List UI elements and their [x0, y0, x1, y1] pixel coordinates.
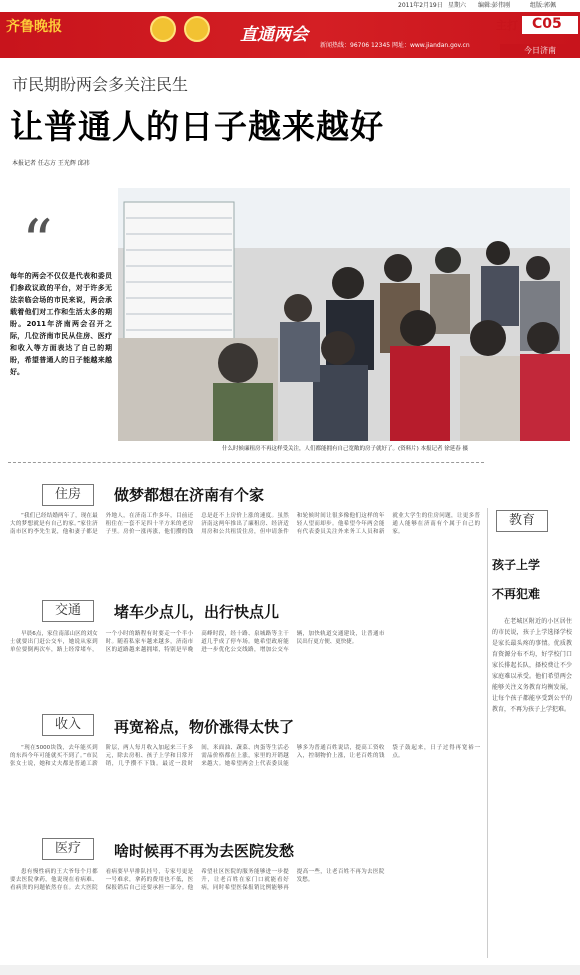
section-tab: 今日济南 [500, 44, 580, 57]
article-headline: 让普通人的日子越来越好 [10, 107, 384, 146]
article-lead: 每年的两会不仅仅是代表和委员们参政议政的平台，对于许多无法亲临会场的市民来说，两会承载着他们对工作和生活太多的期盼。2011年济南两会召开之际，几位济南市民从住房、医疗和收入等方面表达了自己的期盼，希望普通人的日子能越来越好。 [10, 272, 112, 376]
section-body-traffic [10, 630, 480, 702]
section-label-income: 收入 [42, 714, 94, 736]
section-label-traffic: 交通 [42, 600, 94, 622]
quote-mark-icon: “ [22, 207, 53, 277]
crowd-photo-illustration [118, 188, 570, 441]
section-body-medical [10, 868, 480, 958]
photo-caption: 什么时候廉租房不再这样受关注，人们都能拥有自己宽敞的房子就好了。(资料片) 本报记者 徐延春 摄 [222, 446, 469, 452]
page-bottom-margin [0, 965, 580, 975]
sidebar-text-education: 在老城区附近的小区居住的市民说，孩子上学选择学校是家长最头疼的事情。优质教育资源分布不均，好学校门口家长排起长队，择校费让不少家庭难以承受。他们希望两会能够关注义务教育均衡发展，让每个孩子都能享受到公平的教育，不再为孩子上学犯难。 [492, 618, 572, 713]
sidebar-body-education [492, 616, 572, 956]
newspaper-logo: 齐鲁晚报 [6, 19, 62, 35]
column-title: 直通两会 [240, 25, 308, 45]
section-title-medical: 啥时候再不再为去医院发愁 [114, 842, 295, 860]
masthead-info-bar [0, 0, 580, 12]
article-kicker: 市民期盼两会多关注民生 [12, 75, 189, 94]
article-byline: 本报记者 任志方 王光辉 邱祎 [12, 160, 90, 167]
sidebar-label-education: 教育 [496, 510, 548, 532]
sidebar-title-line2: 不再犯难 [492, 587, 541, 601]
issue-weekday: 星期六 [448, 2, 467, 9]
section-title-housing: 做梦都想在济南有个家 [114, 486, 265, 504]
section-text-housing: “我们已经结婚两年了，现在最大的梦想就是有自己的家。”家住济南市区的李先生说，他和妻子都是外地人，在济南工作多年，目前还租住在一套不足四十平方米的老房子里。房价一涨再涨，他们攒的钱总是赶不上房价上涨的速度。虽然济南这两年推出了廉租房、经济适用房和公共租赁住房，但申请条件和轮候时间让很多像他们这样的年轻人望而却步。他希望今年两会能有代表委员关注外来务工人员和新就业大学生的住房问题，让更多普通人能够在济南有个属于自己的家。 [10, 513, 480, 535]
edition-code: C05 [532, 16, 562, 32]
sidebar-title-line1: 孩子上学 [492, 558, 541, 572]
section-divider [8, 462, 484, 463]
section-label-medical: 医疗 [42, 838, 94, 860]
hotline-text: 新闻热线：96706 12345 网址：www.jiandan.gov.cn [320, 42, 470, 49]
section-label-housing: 住房 [42, 484, 94, 506]
party-emblem-icon [184, 16, 210, 42]
section-text-traffic: 早晨6点，家住南部山区的刘女士就要出门赶公交车，她说从家到单位要倒两次车，路上经常堵车，一个小时的路程有时要走一个半小时。随着私家车越来越多，济南市区的道路越来越拥堵，特别是早晚高峰时段，经十路、泉城路等主干道几乎成了停车场。她希望政府能进一步优化公交线路，增加公交车辆，加快轨道交通建设，让普通市民出行更方便、更快捷。 [10, 631, 385, 653]
designer-credit: 组版:郭佩 [530, 2, 557, 9]
section-text-medical: 患有慢性病的王大爷每个月都要去医院拿药，他说现在看病难、看病贵的问题依然存在。去大医院看病要早早排队挂号，专家号更是一号难求，拿药的费用也不低，医保报销后自己还要承担一部分。他希望社区医院的服务能够进一步提升，让老百姓在家门口就能看好病，同时希望医保报销比例能够再提高一些，让老百姓不再为去医院发愁。 [10, 869, 385, 891]
section-text-income: “现在5000块钱，去年能买到的东西今年可能就买不到了。”市民张女士说，她和丈夫都是普通工薪阶层，两人每月收入加起来三千多元，除去房租、孩子上学和日常开销，几乎攒不下钱。最近一段时间，米面油、蔬菜、肉蛋等生活必需品价格都在上涨，家里的开销越来越大。她希望两会上代表委员能够多为普通百姓说话，提高工资收入，控制物价上涨，让老百姓的钱袋子鼓起来，日子过得再宽裕一点。 [10, 745, 480, 767]
section-title-income: 再宽裕点，物价涨得太快了 [114, 718, 295, 736]
section-body-housing [10, 512, 480, 588]
editor-credit: 编辑:彭伟刚 [478, 2, 511, 9]
section-title-traffic: 堵车少点儿，出行快点儿 [114, 603, 280, 621]
national-emblem-icon [150, 16, 176, 42]
issue-date: 2011年2月19日 [398, 2, 443, 9]
masthead [0, 0, 580, 58]
news-photo [118, 188, 570, 441]
section-body-income [10, 744, 480, 826]
edition-label: 主打 [496, 19, 518, 32]
